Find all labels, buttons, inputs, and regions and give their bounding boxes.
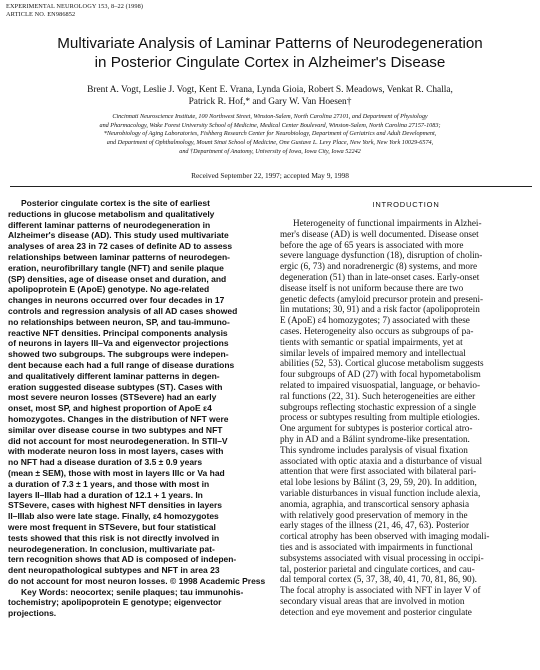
introduction-line: with relatively good preservation of memory in the (280, 509, 468, 520)
introduction-line: anomia, agraphia, and transcortical sensory aphasia (280, 498, 470, 509)
abstract-line: eration suggested disease subtypes (ST). Cases with (8, 381, 223, 392)
introduction-line: secondary visual areas that are involved in motion (280, 595, 465, 606)
abstract-line: homozygotes. Changes in the distribution of NFT were (8, 413, 229, 424)
introduction-line: detection and eye movement and posterior cingulate (280, 606, 472, 617)
header-divider (10, 186, 532, 187)
introduction-line: ral functions (22, 31). Such heterogeneities are either (280, 390, 476, 401)
abstract-line: dent neuropathological subtypes and NFT in area 23 (8, 565, 220, 576)
introduction-line: phy in AD and a Bálint syndrome-like presentation. (280, 433, 470, 444)
introduction-line: before the age of 65 years is associated with more (280, 239, 464, 250)
abstract-line: a duration of 7.3 ± 1 years, and those with most in (8, 478, 210, 489)
journal-citation: EXPERIMENTAL NEUROLOGY 153, 8–22 (1998) (6, 3, 144, 10)
affiliations (10, 113, 530, 157)
authors-line-1: Brent A. Vogt, Leslie J. Vogt, Kent E. Vrana, Lynda Gioia, Robert S. Meadows, Venkat R. Challa, (87, 85, 453, 95)
introduction-line: This syndrome includes paralysis of visual fixation (280, 444, 468, 455)
introduction-body (280, 218, 534, 617)
introduction-line: abilities (52, 53). Cortical glucose metabolism suggests (280, 358, 484, 369)
title-line-1: Multivariate Analysis of Laminar Patterns of Neurodegeneration (57, 35, 483, 52)
introduction-line: associated with optic ataxia and a disturbance of visual (280, 455, 483, 466)
abstract-line: layers II–IIIab had a duration of 12.1 + 1 years. In (8, 489, 203, 500)
abstract-line: onset, most SP, and highest proportion of ApoE ε4 (8, 403, 212, 414)
title-line-2: in Posterior Cingulate Cortex in Alzheimer's Disease (94, 54, 446, 71)
introduction-line: Heterogeneity of functional impairments in Alzhei- (293, 218, 482, 228)
introduction-line: etal lobe lesions by Bálint (3, 29, 59, 20). In addition, (280, 477, 477, 488)
introduction-line: attention that were first associated with bilateral pari- (280, 466, 477, 477)
author-list (20, 84, 520, 108)
introduction-line: mer's disease (AD) is well documented. Disease onset (280, 228, 479, 239)
introduction-line: process or subtypes resulting from multiple etiologies. (280, 412, 480, 423)
affiliation-line: and Pharmacology, Wake Forest University School of Medicine, Medical Center Boulevard, Winston-Salem, North Carolina 27157-1083; (99, 121, 441, 129)
abstract-body (8, 198, 265, 587)
abstract-line: Posterior cingulate cortex is the site of earliest (21, 198, 210, 208)
keywords-line: tochemistry; apolipoprotein E genotype; eigenvector (8, 597, 222, 608)
journal-header (6, 3, 143, 18)
introduction-line: lin mutations; 30, 91) and a risk factor (apolipoprotein (280, 304, 480, 315)
abstract-line: analyses of area 23 in 72 cases of definite AD to assess (8, 241, 233, 252)
introduction-line: tients with semantic or spatial impairments, yet at (280, 336, 463, 347)
article-number: ARTICLE NO. EN986852 (6, 10, 76, 18)
affiliation-line: *Neurobiology of Aging Laboratories, Fishberg Research Center for Neurobiology, Department of Geriatrics and Adult Development, (103, 130, 437, 138)
abstract-line: tern recognition shows that AD is composed of indepen- (8, 554, 237, 565)
affiliation-line: and Department of Ophthalmology, Mount Sinai School of Medicine, One Gustave L. Levy Place, New York, New York 10029-6574, (106, 139, 434, 147)
abstract-line: controls and regression analysis of all AD cases showed (8, 305, 238, 316)
abstract-line: II–IIIab also were late stage. Finally, ε4 homozygotes (8, 511, 219, 522)
abstract-line: dent because each had a full range of disease durations (8, 359, 235, 370)
introduction-line: subsystems associated with visual processing in occipi- (280, 552, 484, 563)
introduction-line: The focal atrophy is associated with NFT in layer V of (280, 585, 481, 596)
abstract-line: tests showed that this risk is not directly involved in (8, 532, 220, 543)
introduction-line: severe language dysfunction (18), disruption of cholin- (280, 250, 483, 261)
abstract-line: (SP) densities, age of disease onset and duration, and (8, 273, 227, 284)
abstract-line: no relationships between neuron, SP, and tau-immuno- (8, 316, 230, 327)
abstract-line: similar over disease course in two subtypes and NFT (8, 424, 223, 435)
abstract-line: Alzheimer's disease (AD). This study used multivariate (8, 230, 229, 241)
introduction-line: tal, posterior parietal and cingulate cortices, and cau- (280, 563, 475, 574)
keywords-line: Key Words: neocortex; senile plaques; tau immunohis- (21, 586, 244, 597)
introduction-line: ties and is associated with impairments in functional (280, 541, 473, 552)
abstract-line: neurodegeneration. In conclusion, multivariate pat- (8, 543, 215, 554)
abstract-line: of neurons in layers III–Va and eigenvector projections (8, 338, 229, 349)
affiliation-line: Cincinnati Neuroscience Institute, 100 Northwest Street, Winston-Salem, North Carolina 27101, and Department of Physiology (112, 113, 428, 120)
abstract-line: and qualitatively different laminar patterns in degen- (8, 370, 220, 381)
abstract-line: relationships between laminar patterns of neurodegen- (8, 251, 230, 262)
abstract-line: changes in neurons occurred over four decades in 17 (8, 295, 225, 306)
introduction-line: four subgroups of AD (27) with focal hypometabolism (280, 369, 481, 380)
abstract (8, 198, 265, 619)
introduction-line: degeneration (51) than in late-onset cases. Early-onset (280, 271, 480, 282)
introduction-line: cortical atrophy has been observed with imaging modali- (280, 531, 490, 542)
introduction-line: related to impaired visuospatial, language, or behavio- (280, 379, 481, 390)
abstract-line: eration, neurofibrillary tangle (NFT) and senile plaque (8, 262, 224, 273)
received-date: Received September 22, 1997; accepted May 9, 1998 (191, 171, 349, 180)
introduction-line: genetic defects (amyloid precursor protein and preseni- (280, 293, 484, 304)
abstract-line: no NFT had a disease duration of 3.5 ± 0.9 years (8, 457, 203, 468)
introduction-line: variable disturbances in visual function include alexia, (280, 487, 481, 498)
abstract-line: reductions in glucose metabolism and qualitatively (8, 208, 215, 219)
abstract-line: reactive NFT densities. Principal components analysis (8, 327, 228, 338)
abstract-line: STSevere, cases with highest NFT densities in layers (8, 500, 222, 511)
introduction-line: similar levels of impaired memory and intellectual (280, 347, 466, 358)
introduction-line: E (ApoE) ε4 homozygotes; 7) associated with these (280, 315, 470, 326)
introduction-line: disease itself is not uniform because there are two (280, 282, 464, 293)
abstract-line: showed two subgroups. The subgroups were indepen- (8, 349, 229, 360)
keywords-line: projections. (8, 608, 57, 619)
abstract-line: do not account for most neuron losses. © 1998 Academic Press (8, 575, 266, 586)
abstract-line: with moderate neuron loss in most layers, cases with (8, 446, 224, 457)
introduction-line: subgroups reflecting stochastic expression of a single (280, 401, 476, 412)
introduction-line: cases. Heterogeneity also occurs as subgroups of pa- (280, 325, 474, 336)
article-title (20, 34, 520, 72)
abstract-line: most severe neuron losses (STSevere) had an early (8, 392, 217, 403)
abstract-line: did not account for most neurodegeneration. In STII–V (8, 435, 228, 446)
keywords (8, 587, 265, 619)
affiliation-line: and †Department of Anatomy, University of Iowa, Iowa City, Iowa 52242 (179, 147, 361, 155)
introduction-line: One argument for subtypes is posterior cortical atro- (280, 423, 473, 434)
authors-line-2: Patrick R. Hof,* and Gary W. Van Hoesen† (188, 97, 352, 108)
abstract-line: apolipoprotein E (ApoE) genotype. No age-related (8, 284, 210, 295)
introduction-line: ergic (6, 73) and noradrenergic (8) systems, and more (280, 261, 478, 272)
abstract-line: (mean ± SEM), those with most in layers IIIc or Va had (8, 467, 225, 478)
section-heading-introduction: INTRODUCTION (372, 200, 440, 209)
introduction-line: dal temporal cortex (5, 37, 38, 40, 41, 70, 81, 86, 90). (280, 574, 477, 585)
introduction-line: early stages of the illness (21, 46, 47, 63). Posterior (280, 520, 470, 531)
abstract-line: different laminar patterns of neurodegeneration in (8, 219, 211, 230)
abstract-line: were most frequent in STSevere, but four statistical (8, 521, 216, 532)
